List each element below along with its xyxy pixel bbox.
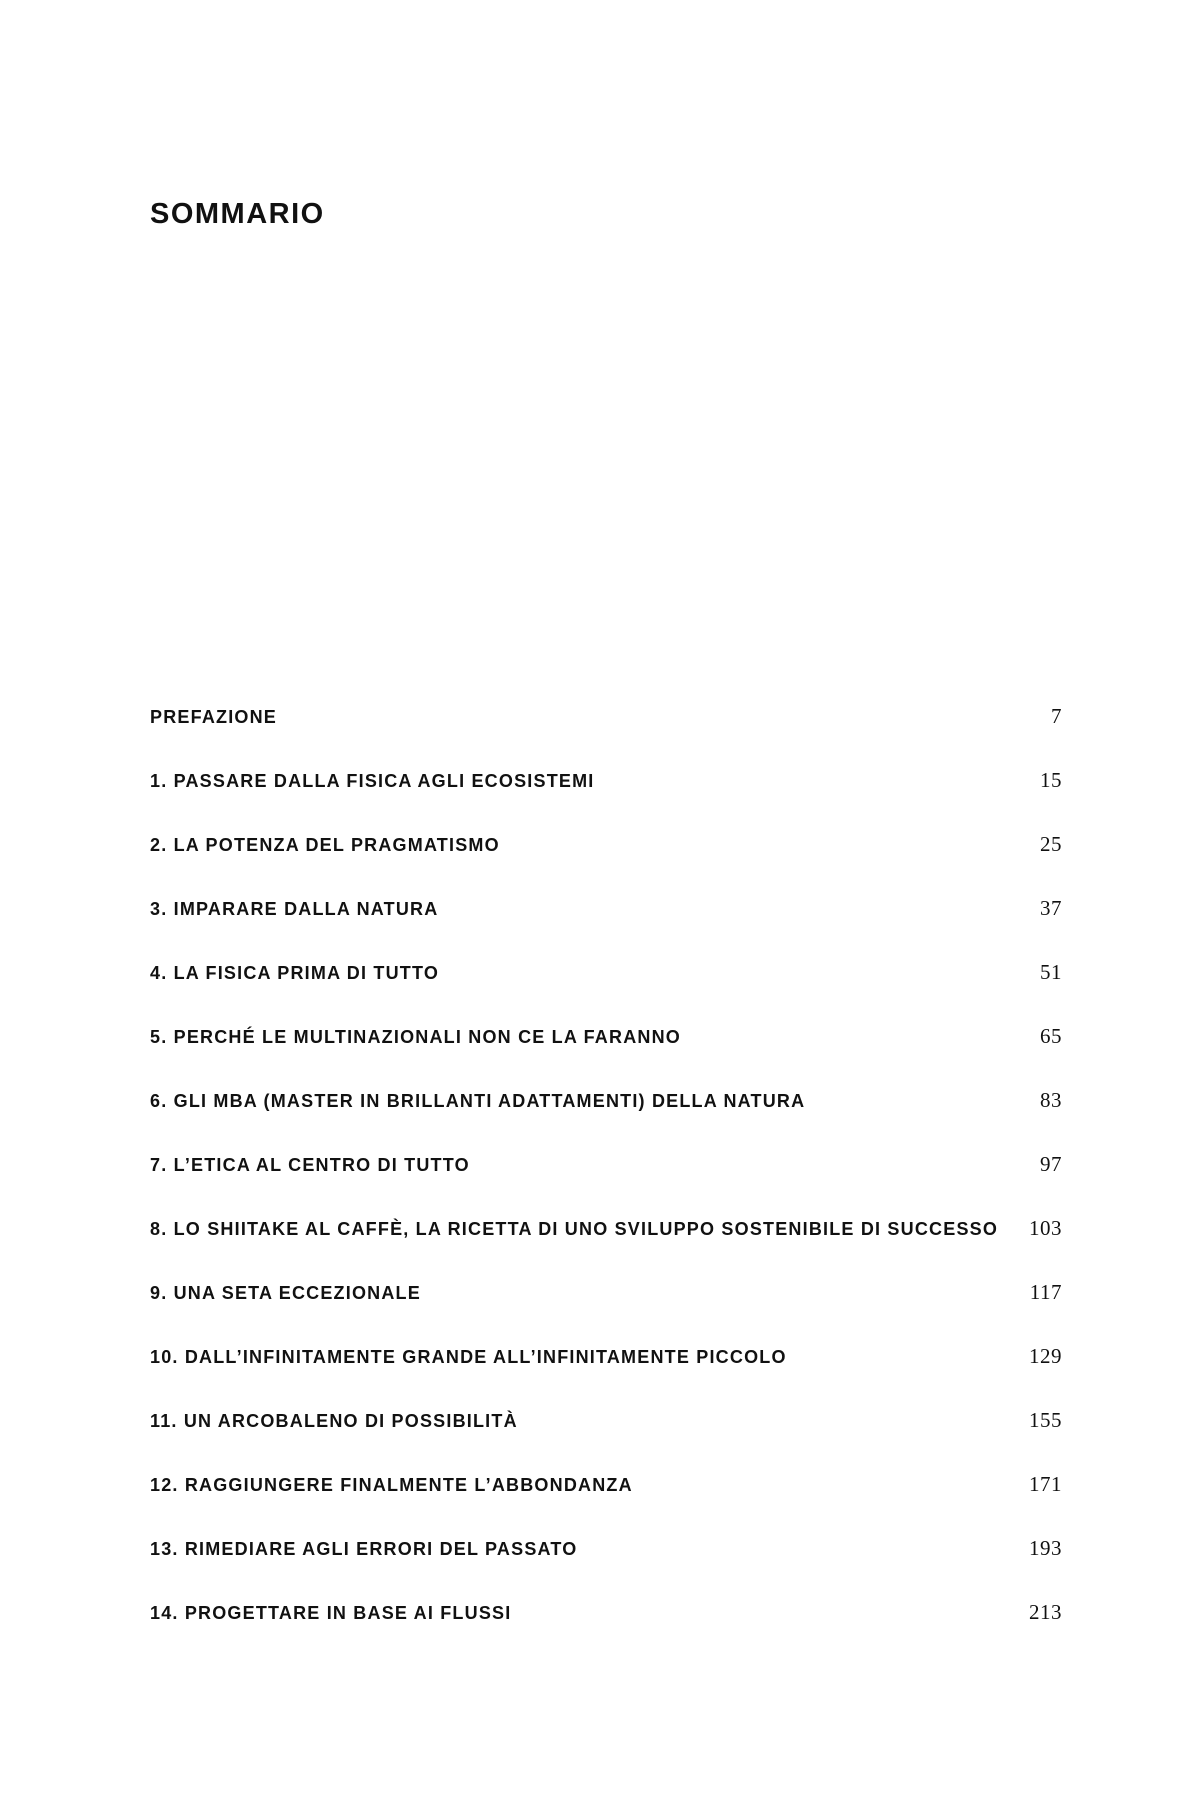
toc-entry-title: 10. DALL’INFINITAMENTE GRANDE ALL’INFINITAMENTE PICCOLO <box>150 1347 787 1367</box>
toc-entry-page: 171 <box>1029 1472 1062 1496</box>
toc-entry-title: 9. UNA SETA ECCEZIONALE <box>150 1283 421 1303</box>
toc-entry-chapter-1 <box>150 761 1062 825</box>
toc-entry-title: 8. LO SHIITAKE AL CAFFÈ, LA RICETTA DI UNO SVILUPPO SOSTENIBILE DI SUCCESSO <box>150 1219 999 1239</box>
toc-entry-title: 2. LA POTENZA DEL PRAGMATISMO <box>150 835 500 855</box>
toc-entry-page: 7 <box>1051 704 1062 728</box>
toc-entry-page: 65 <box>1040 1024 1062 1048</box>
toc-entry-chapter-10 <box>150 1337 1062 1401</box>
toc-entry-chapter-13 <box>150 1529 1062 1593</box>
toc-entry-page: 103 <box>1029 1216 1062 1240</box>
toc-entry-title: 14. PROGETTARE IN BASE AI FLUSSI <box>150 1603 512 1623</box>
toc-entry-title: 7. L’ETICA AL CENTRO DI TUTTO <box>150 1155 470 1175</box>
toc-entry-chapter-9 <box>150 1273 1062 1337</box>
toc-entry-chapter-8 <box>150 1209 1062 1273</box>
toc-entry-chapter-11 <box>150 1401 1062 1465</box>
toc-entry-title: PREFAZIONE <box>150 707 278 727</box>
toc-entry-page: 117 <box>1029 1280 1062 1304</box>
toc-entry-title: 4. LA FISICA PRIMA DI TUTTO <box>150 963 440 983</box>
toc-entry-page: 213 <box>1029 1600 1062 1624</box>
toc-entry-chapter-3 <box>150 889 1062 953</box>
toc-entry-title: 11. UN ARCOBALENO DI POSSIBILITÀ <box>150 1411 518 1431</box>
toc-entry-title: 13. RIMEDIARE AGLI ERRORI DEL PASSATO <box>150 1539 578 1559</box>
page-title: SOMMARIO <box>150 198 325 230</box>
toc-entry-chapter-12 <box>150 1465 1062 1529</box>
table-of-contents <box>150 697 1062 1657</box>
toc-entry-chapter-14 <box>150 1593 1062 1657</box>
toc-entry-chapter-2 <box>150 825 1062 889</box>
toc-entry-page: 97 <box>1040 1152 1062 1176</box>
toc-entry-page: 83 <box>1040 1088 1062 1112</box>
toc-entry-chapter-7 <box>150 1145 1062 1209</box>
toc-entry-page: 193 <box>1029 1536 1062 1560</box>
toc-entry-title: 6. GLI MBA (MASTER IN BRILLANTI ADATTAMENTI) DELLA NATURA <box>150 1091 806 1111</box>
toc-entry-page: 25 <box>1040 832 1062 856</box>
toc-entry-page: 51 <box>1040 960 1062 984</box>
toc-entry-chapter-4 <box>150 953 1062 1017</box>
toc-entry-page: 129 <box>1029 1344 1062 1368</box>
toc-entry-page: 37 <box>1040 896 1062 920</box>
toc-entry-title: 1. PASSARE DALLA FISICA AGLI ECOSISTEMI <box>150 771 595 791</box>
toc-entry-chapter-5 <box>150 1017 1062 1081</box>
toc-entry-page: 155 <box>1029 1408 1062 1432</box>
toc-entry-title: 5. PERCHÉ LE MULTINAZIONALI NON CE LA FARANNO <box>150 1027 681 1047</box>
toc-entry-chapter-6 <box>150 1081 1062 1145</box>
toc-entry-prefazione <box>150 697 1062 761</box>
toc-entry-page: 15 <box>1040 768 1062 792</box>
toc-entry-title: 12. RAGGIUNGERE FINALMENTE L’ABBONDANZA <box>150 1475 633 1495</box>
toc-entry-title: 3. IMPARARE DALLA NATURA <box>150 899 439 919</box>
